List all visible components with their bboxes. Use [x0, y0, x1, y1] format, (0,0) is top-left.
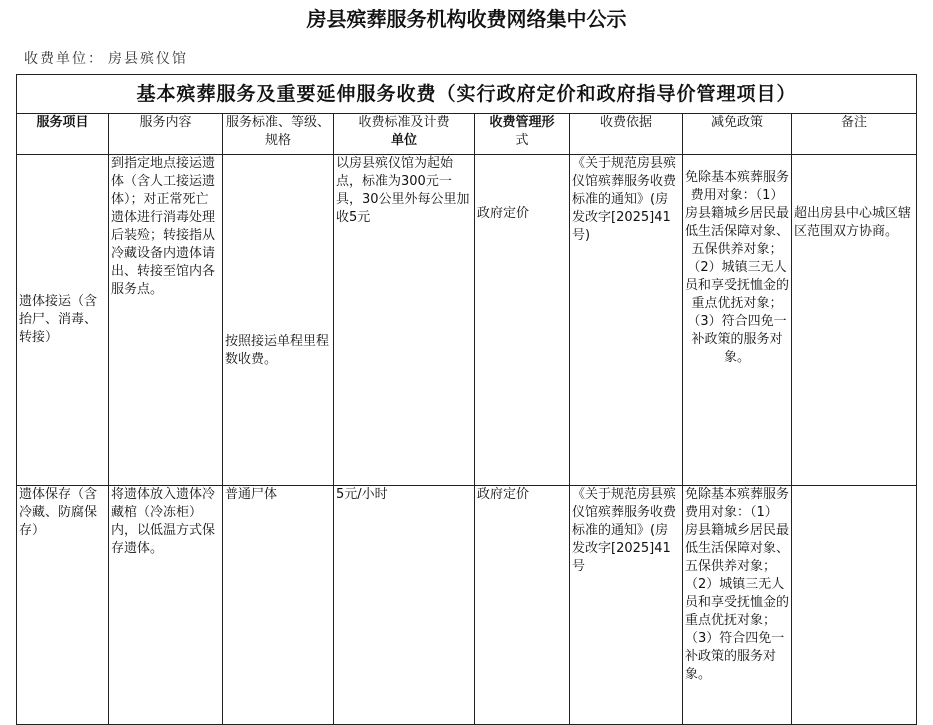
header-mgmt-line1: 收费管理形 [489, 115, 555, 130]
fee-table [16, 74, 917, 725]
fee-unit-label: 收费单位： [24, 51, 104, 67]
header-fee-line2: 单位 [390, 133, 417, 148]
header-fee-line1: 收费标准及计费 [358, 115, 450, 130]
row-basis: 《关于规范房县殡仪馆殡葬服务收费标准的通知》(房发改字[2025]41号 [570, 486, 683, 725]
header-standard: 服务标准、等级、规格 [223, 114, 334, 155]
row-item: 遗体接运（含抬尸、消毒、转接） [17, 155, 109, 486]
row-note [792, 486, 917, 725]
table-row [17, 486, 917, 725]
document-title: 房县殡葬服务机构收费网络集中公示 [306, 7, 627, 31]
fee-unit-name: 房县殡仪馆 [108, 51, 188, 67]
header-item: 服务项目 [17, 114, 109, 155]
header-content: 服务内容 [109, 114, 223, 155]
header-row [17, 114, 917, 155]
row-item: 遗体保存（含冷藏、防腐保存） [17, 486, 109, 725]
row-basis: 《关于规范房县殡仪馆殡葬服务收费标准的通知》(房发改字[2025]41号) [570, 155, 683, 486]
table-row [17, 155, 917, 486]
fee-unit-line [24, 48, 192, 68]
row-fee: 以房县殡仪馆为起始点，标准为300元一具，30公里外每公里加收5元 [334, 155, 475, 486]
section-title-row [17, 75, 917, 114]
header-mgmt [475, 114, 570, 155]
header-mgmt-line2: 式 [515, 133, 529, 148]
row-policy: 免除基本殡葬服务费用对象：（1）房县籍城乡居民最低生活保障对象、五保供养对象；（2）城镇三无人员和享受抚恤金的重点优抚对象；（3）符合四免一补政策的服务对象。 [683, 155, 792, 486]
row-content: 到指定地点接运遗体（含人工接运遗体）；对正常死亡遗体进行消毒处理后装殓；转接指从冷藏设备内遗体请出、转接至馆内各服务点。 [109, 155, 223, 486]
row-standard: 按照接运单程里程数收费。 [223, 155, 334, 486]
section-title: 基本殡葬服务及重要延伸服务收费（实行政府定价和政府指导价管理项目） [17, 75, 917, 114]
header-policy: 减免政策 [683, 114, 792, 155]
row-mgmt: 政府定价 [475, 155, 570, 486]
row-fee: 5元/小时 [334, 486, 475, 725]
row-mgmt: 政府定价 [475, 486, 570, 725]
header-note: 备注 [792, 114, 917, 155]
row-standard: 普通尸体 [223, 486, 334, 725]
header-basis: 收费依据 [570, 114, 683, 155]
row-content: 将遗体放入遗体冷藏棺（冷冻柜）内，以低温方式保存遗体。 [109, 486, 223, 725]
row-note: 超出房县中心城区辖区范围双方协商。 [792, 155, 917, 486]
header-fee [334, 114, 475, 155]
row-policy: 免除基本殡葬服务费用对象：（1）房县籍城乡居民最低生活保障对象、五保供养对象；（2）城镇三无人员和享受抚恤金的重点优抚对象；（3）符合四免一补政策的服务对象。 [683, 486, 792, 725]
